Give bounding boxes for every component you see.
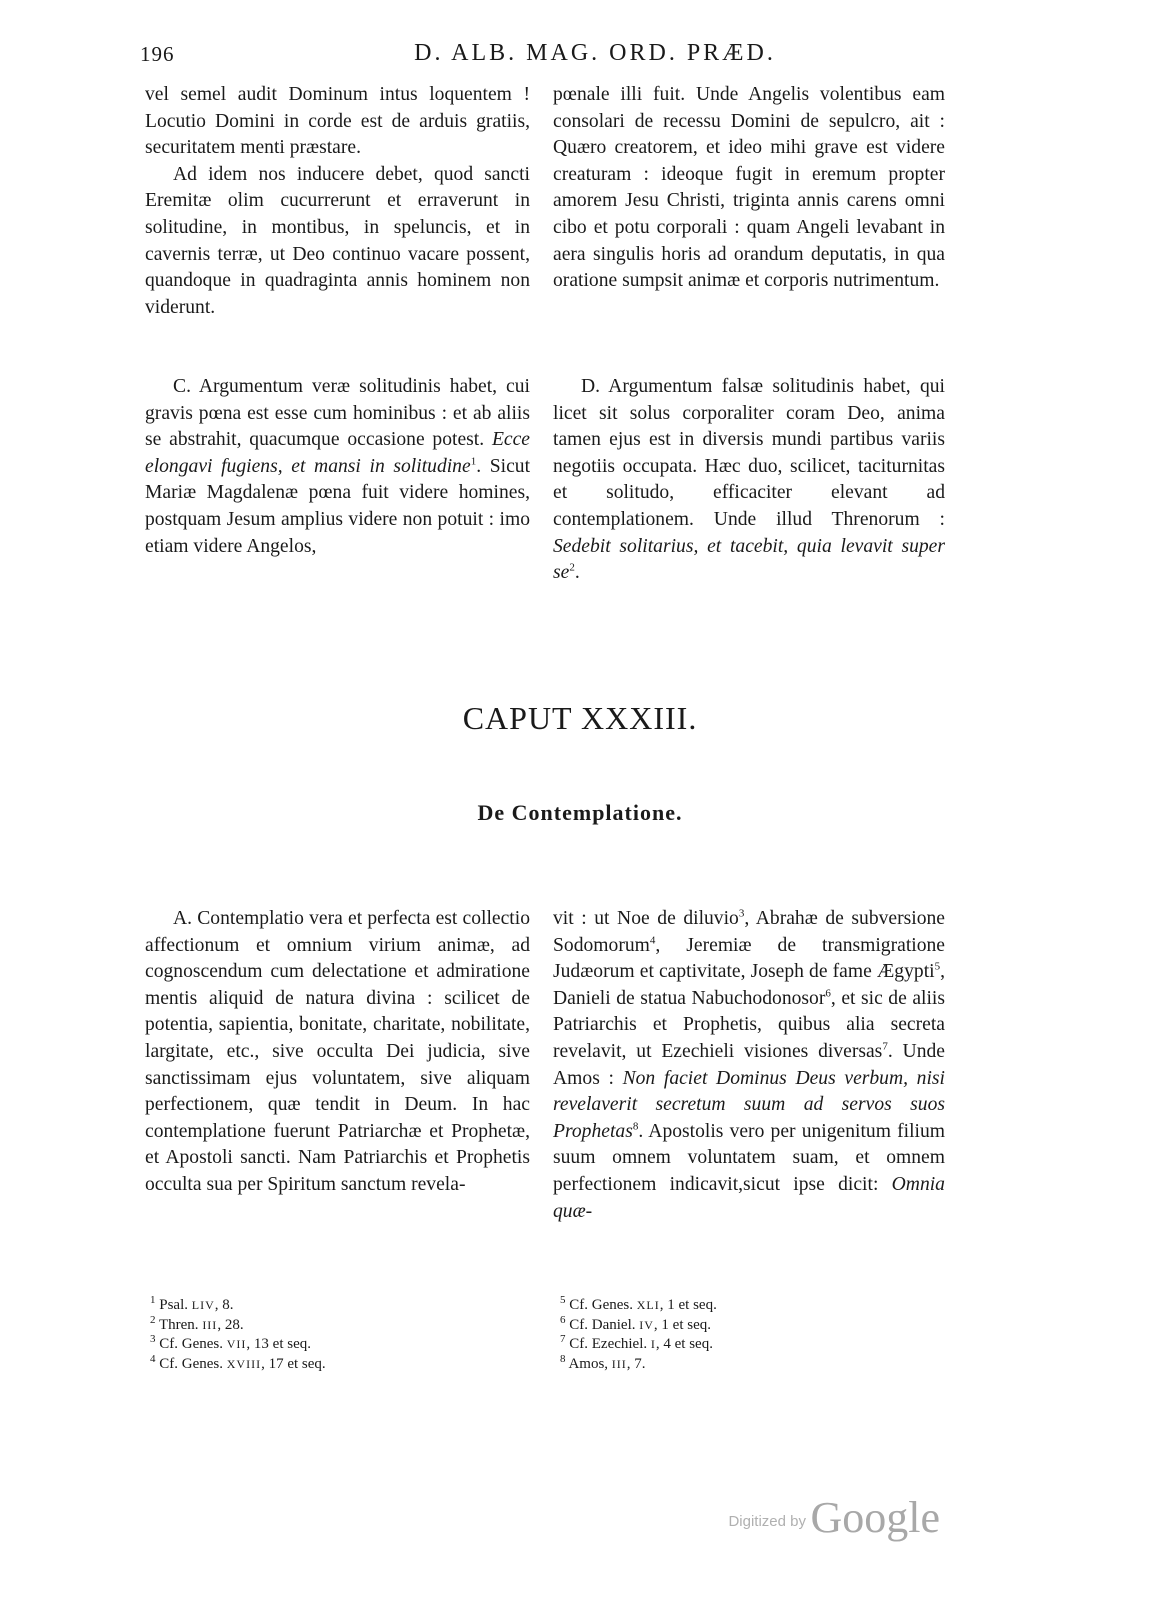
scripture-quote: Sedebit solitarius, et tacebit, quia levavit super se	[553, 535, 945, 584]
section-d-text: .	[574, 562, 580, 584]
section-d	[553, 374, 945, 587]
section-a-continued	[553, 906, 945, 1225]
footnote-ref-numeral: IV	[639, 1317, 654, 1332]
footnote-text: , 1 et seq.	[659, 1297, 717, 1313]
footnote-text: , 13 et seq.	[246, 1336, 311, 1352]
scripture-quote: Omnia quæ-	[553, 1173, 945, 1222]
footnote-text: Cf. Ezechiel.	[569, 1336, 648, 1352]
text-run: . Apostolis vero per unigenitum filium suum omnem voluntatem suam, et omnem perfectionem indicavit,sicut ipse dicit:	[553, 1120, 945, 1195]
footnote-text: , 1 et seq.	[653, 1316, 711, 1333]
top-right-column	[553, 82, 945, 295]
google-logo: Google	[810, 1493, 940, 1542]
footnote	[560, 1335, 920, 1355]
paragraph: A. Contemplatio vera et perfecta est collectio affectionum et omnium virium animæ, ad cognoscendum cum delectatione et admiratione mentis aliquid de natura divina : scilicet de potentia, sapientia, bonitate, charitate, nobilitate, largitate, etc., sive occulta Dei judicia, sive sanctissimam ejus voluntatem, sive aliquam perfectionem, quæ tendit in Deum. In hac contemplatione fuerunt Patriarchæ et Prophetæ, et Apostoli sancti. Nam Patriarchis et Prophetis occulta sua per Spiritum sanctum revela-	[145, 908, 530, 1195]
footnote-ref-numeral: XLI	[636, 1298, 660, 1312]
footnote-mark: 6	[560, 1313, 566, 1326]
footnote-mark: 7	[560, 1333, 566, 1345]
footnote-text: Cf. Daniel.	[569, 1316, 636, 1333]
footnote-text: Psal.	[159, 1297, 189, 1313]
footnote	[560, 1296, 920, 1316]
footnote-ref: 2	[569, 561, 575, 574]
footnote-mark: 5	[560, 1294, 566, 1306]
text-run: , Danieli de statua Nabuchodonosor	[553, 961, 945, 1009]
footnote-text: Amos,	[568, 1355, 609, 1372]
footnote-ref-numeral: XVIII	[226, 1356, 262, 1371]
paragraph: vel semel audit Dominum intus loquentem ! Locutio Domini in corde est de arduis gratiis, securitatem menti præstare.	[145, 84, 530, 159]
footnote-mark: 4	[150, 1352, 156, 1365]
footnote-ref: 1	[470, 455, 477, 468]
footnote-text: Cf. Genes.	[159, 1336, 223, 1352]
footnote-ref: 6	[825, 987, 831, 1000]
footnote-text: , 17 et seq.	[261, 1355, 326, 1372]
footnotes-left	[150, 1296, 510, 1374]
footnote-text: , 7.	[626, 1355, 646, 1372]
section-c-text: . Sicut Mariæ Magdalenæ pœna fuit videre homines, postquam Jesum amplius videre non potuit : imo etiam videre Angelos,	[145, 455, 531, 557]
footnotes-right	[560, 1296, 920, 1374]
footnote	[560, 1313, 920, 1336]
text-run: vit : ut Noe de diluvio	[553, 908, 739, 929]
footnote-ref-numeral: VII	[226, 1337, 247, 1351]
footnote	[150, 1335, 510, 1355]
footnote-ref: 4	[649, 934, 656, 947]
footnote-ref-numeral: I	[650, 1337, 656, 1351]
footnote-mark: 8	[560, 1352, 566, 1365]
paragraph: Ad idem nos inducere debet, quod sancti Eremitæ olim cucurrerunt et erraverunt in solitudine, in montibus, in speluncis, et in cavernis terræ, ut Deo continuo vacare possent, quandoque in quadraginta annis hominem non viderunt.	[145, 163, 530, 318]
footnote-mark: 2	[150, 1313, 156, 1326]
text-run: , Abrahæ de subversione Sodomorum	[553, 908, 945, 956]
footnote-ref: 3	[738, 907, 745, 920]
footnote	[560, 1352, 920, 1375]
footnote-text: , 28.	[217, 1316, 244, 1333]
footnote-ref: 5	[934, 960, 941, 973]
top-left-column	[145, 82, 530, 321]
watermark-prefix: Digitized by	[728, 1513, 807, 1530]
paragraph	[553, 906, 945, 1225]
section-c-text: C. Argumentum veræ solitudinis habet, cui gravis pœna est esse cum hominibus : et ab aliis se abstrahit, quacumque occasione potest.	[145, 376, 530, 451]
footnote-text: , 4 et seq.	[655, 1336, 713, 1352]
page-number: 196	[140, 42, 175, 66]
paragraph	[145, 374, 530, 560]
footnote-ref: 7	[882, 1040, 888, 1053]
section-c	[145, 374, 530, 560]
footnote-text: Cf. Genes.	[569, 1297, 633, 1313]
footnote-text: , 8.	[214, 1297, 234, 1313]
chapter-subtitle: De Contemplatione.	[477, 800, 683, 825]
chapter-title: CAPUT XXXIII.	[462, 700, 698, 736]
scripture-quote: Ecce elongavi fugiens, et mansi in solitudine	[145, 429, 530, 477]
footnote-ref-numeral: III	[611, 1356, 627, 1371]
footnote-mark: 1	[150, 1294, 156, 1306]
text-run: . Unde Amos :	[553, 1040, 945, 1089]
footnote-ref: 8	[632, 1120, 639, 1133]
footnote-text: Cf. Genes.	[159, 1355, 223, 1372]
scripture-quote: Non faciet Dominus Deus verbum, nisi revelaverit secretum suum ad servos suos Prophetas	[553, 1067, 945, 1142]
paragraph: pœnale illi fuit. Unde Angelis volentibus eam consolari de recessu Domini de sepulcro, ait : Quæro creatorem, et ideo mihi grave est videre creaturam : ideoque fugit in eremum propter amorem Jesu Christi, triginta annis carens omni cibo et potu corporali : quam Angeli levabant in aera singulis horis ad orandum deputatis, in qua oratione sumpsit animæ et corporis nutrimentum.	[553, 84, 945, 292]
digitized-watermark	[728, 1492, 940, 1543]
section-d-text: D. Argumentum falsæ solitudinis habet, qui licet sit solus corporaliter coram Deo, anima tamen ejus est in diversis mundi partibus variis negotiis occupata. Hæc duo, scilicet, taciturnitas et solitudo, efficaciter elevant ad contemplationem. Unde illud Threnorum :	[553, 376, 945, 530]
footnote-mark: 3	[150, 1333, 156, 1345]
footnote	[150, 1313, 510, 1336]
footnote-ref-numeral: LIV	[191, 1298, 215, 1312]
text-run: , Jeremiæ de transmigratione Judæorum et captivitate, Joseph de fame Ægypti	[553, 934, 945, 983]
footnote-ref-numeral: III	[202, 1317, 218, 1332]
text-run: , et sic de aliis Patriarchis et Prophetis, quibus alia secreta revelavit, ut Ezechieli visiones diversas	[553, 987, 946, 1062]
section-a	[145, 906, 530, 1199]
footnote	[150, 1352, 510, 1375]
footnote	[150, 1296, 510, 1316]
running-title: D. ALB. MAG. ORD. PRÆD.	[414, 40, 776, 66]
footnote-text: Thren.	[158, 1316, 199, 1333]
paragraph	[553, 374, 945, 587]
